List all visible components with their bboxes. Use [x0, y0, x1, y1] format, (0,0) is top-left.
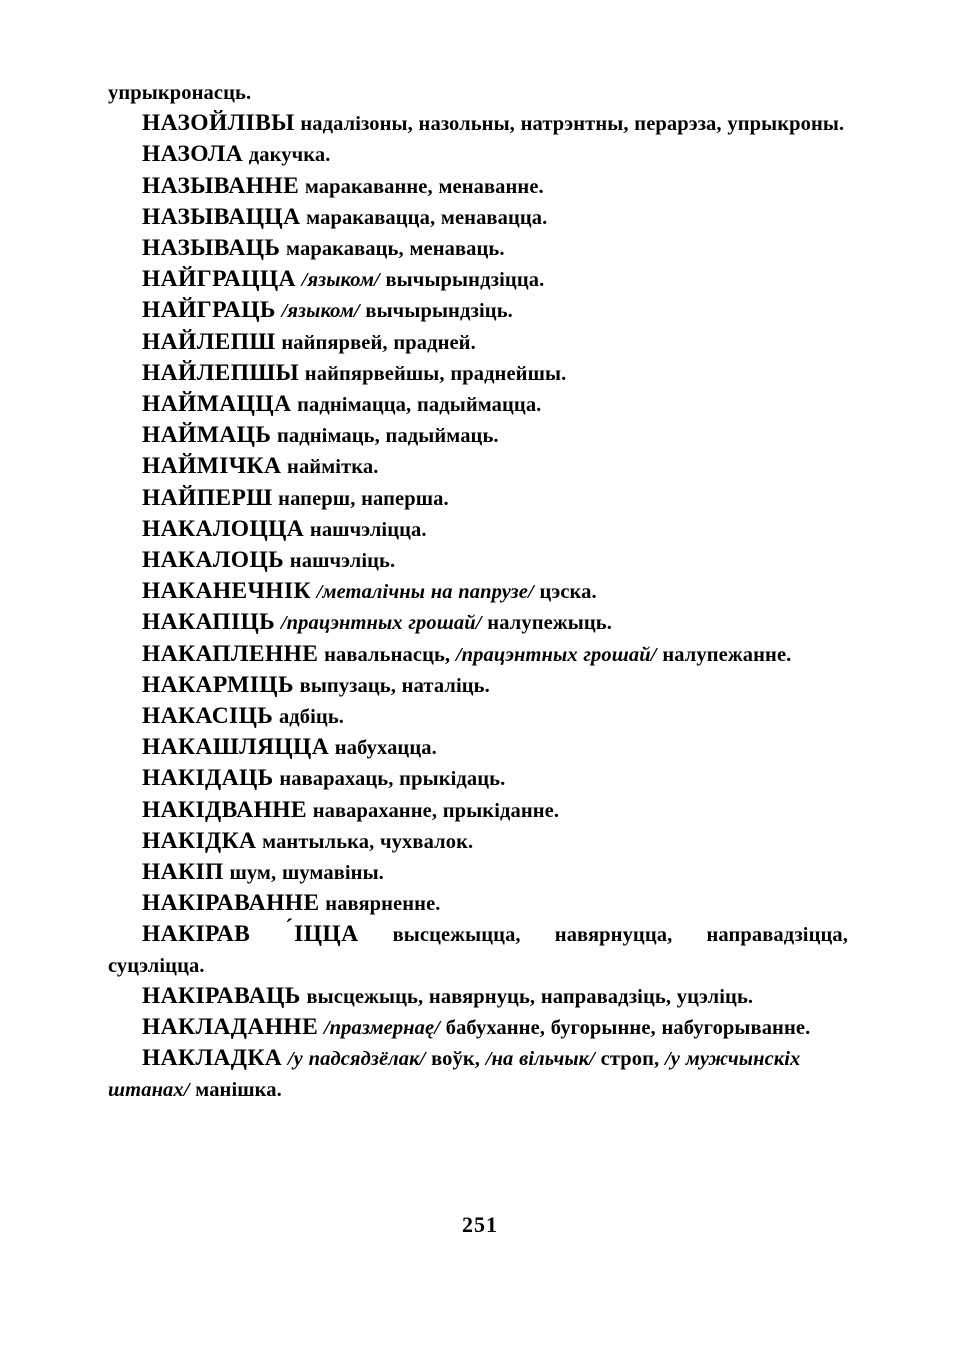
entry-body: высцежыцца, навярнуцца, направадзіцца, суцэліцца. — [108, 924, 848, 977]
dictionary-entry — [108, 1012, 848, 1043]
entry-body: цэска. — [533, 581, 597, 604]
headword: НАКЛАДКА — [142, 1045, 283, 1072]
usage-note: /металічны на папрузе/ — [316, 581, 534, 604]
entry-body: нашчэліцца. — [304, 518, 427, 541]
usage-note-2: /на вільчык/ — [485, 1048, 595, 1071]
headword: НАКАШЛЯЦЦА — [142, 734, 330, 761]
dictionary-entry — [108, 857, 848, 888]
entry-body: мантылька, чухвалок. — [256, 830, 474, 853]
dictionary-entry — [108, 795, 848, 826]
headword: НАКАСІЦЬ — [142, 703, 274, 730]
headword: НАКАПЛЕННЕ — [142, 640, 319, 667]
headword: НАЗОЙЛІВЫ — [142, 110, 295, 137]
carryover-text: упрыкронасць. — [108, 82, 252, 104]
headword: НАКЛАДАННЕ — [142, 1014, 319, 1041]
entry-body: найпярвей, прадней. — [275, 331, 476, 354]
headword-part-a: НАКІРАВ — [142, 921, 251, 948]
entry-body-mid-2: строп, — [594, 1048, 665, 1071]
dictionary-entry — [108, 171, 848, 202]
headword: НАЙГРАЦЦА — [142, 266, 296, 293]
text-column — [108, 78, 848, 1105]
headword: НАКІДКА — [142, 827, 257, 854]
headword: НАКАЛОЦЬ — [142, 547, 285, 574]
entry-body: шум, шумавіны. — [223, 862, 384, 885]
headword: НАЙПЕРШ — [142, 484, 273, 511]
entry-body: выпузаць, наталіць. — [293, 674, 490, 697]
entry-body-post: манішка. — [189, 1078, 282, 1101]
entry-body: налупежыць. — [481, 612, 612, 635]
dictionary-entry — [108, 451, 848, 482]
dictionary-entry — [108, 202, 848, 233]
headword: НАКАРМІЦЬ — [142, 671, 294, 698]
entry-body: вычырындзіць. — [359, 300, 513, 323]
headword: НАЙЛЕПШ — [142, 328, 276, 355]
dictionary-entry — [108, 981, 848, 1012]
dictionary-entry — [108, 358, 848, 389]
dictionary-entry — [108, 139, 848, 170]
entry-body: бабуханне, бугорынне, набугорыванне. — [440, 1017, 811, 1040]
dictionary-entry — [108, 639, 848, 670]
headword: НАКІДАЦЬ — [142, 765, 274, 792]
headword: НАЙЛЕПШЫ — [142, 359, 300, 386]
dictionary-entry — [108, 264, 848, 295]
dictionary-entry — [108, 826, 848, 857]
headword: НАКІДВАННЕ — [142, 796, 308, 823]
dictionary-entry — [108, 732, 848, 763]
entry-body: адбіць. — [273, 706, 345, 729]
entry-body: высцежыць, навярнуць, направадзіць, уцэліць. — [300, 985, 754, 1008]
usage-note-3: /у мужчынскіх штанах/ — [108, 1048, 801, 1101]
headword: НАКІРАВАЦЬ — [142, 982, 301, 1009]
headword: НАКІРАВАННЕ — [142, 890, 320, 917]
headword: НАКІП — [142, 859, 224, 886]
floating-accent-mark: ´ — [285, 915, 294, 942]
dictionary-entry — [108, 915, 848, 980]
usage-note: /працэнтных грошай/ — [455, 643, 657, 666]
carryover-line — [108, 78, 848, 108]
usage-note: /у падсядзёлак/ — [287, 1048, 426, 1071]
dictionary-entry — [108, 888, 848, 919]
headword: НАЗЫВАННЕ — [142, 172, 300, 199]
headword: НАЙМАЦЦА — [142, 391, 292, 418]
entry-body: паднімацца, падыймацца. — [291, 394, 542, 417]
headword: НАЗЫВАЦЬ — [142, 235, 281, 262]
entry-body: вычырындзіцца. — [379, 269, 545, 292]
entry-body: найпярвейшы, праднейшы. — [299, 362, 567, 385]
headword: НАКАЛОЦЦА — [142, 515, 305, 542]
entry-body: навярненне. — [319, 893, 441, 916]
dictionary-entry — [108, 514, 848, 545]
entry-body: наперш, наперша. — [272, 487, 449, 510]
dictionary-entry — [108, 1043, 848, 1104]
dictionary-entry — [108, 420, 848, 451]
dictionary-entry — [108, 607, 848, 638]
headword-part-b: ІЦЦА — [294, 921, 359, 948]
entry-body: наймітка. — [281, 456, 379, 479]
dictionary-entry — [108, 670, 848, 701]
usage-note: /працэнтных грошай/ — [280, 612, 482, 635]
usage-note: /языком/ — [281, 300, 360, 323]
dictionary-entry — [108, 483, 848, 514]
dictionary-entry — [108, 233, 848, 264]
headword: НАЙГРАЦЬ — [142, 297, 276, 324]
headword: НАЙМАЦЬ — [142, 422, 272, 449]
entry-body: надалізоны, назольны, натрэнтны, перарэза, упрыкроны. — [294, 113, 845, 136]
dictionary-entry — [108, 545, 848, 576]
entry-body: маракаваць, менаваць. — [280, 238, 505, 261]
headword: НАЗОЛА — [142, 141, 244, 168]
dictionary-entry — [108, 295, 848, 326]
entry-body: набухацца. — [329, 737, 437, 760]
entry-body: наварахаць, прыкідаць. — [273, 768, 506, 791]
entry-body: маракаванне, менаванне. — [299, 175, 544, 198]
entry-body-mid: воўк, — [425, 1048, 486, 1071]
dictionary-entry — [108, 327, 848, 358]
dictionary-entry — [108, 389, 848, 420]
headword: НАЗЫВАЦЦА — [142, 203, 301, 230]
entry-body-pre: навальнасць, — [318, 643, 456, 666]
entry-body: паднімаць, падыймаць. — [271, 425, 499, 448]
headword: НАЙМІЧКА — [142, 453, 282, 480]
headword: НАКАНЕЧНІК — [142, 578, 311, 605]
usage-note: /языком/ — [301, 269, 380, 292]
entry-body-post: налупежанне. — [656, 643, 792, 666]
dictionary-entry — [108, 763, 848, 794]
dictionary-entry — [108, 701, 848, 732]
entry-body: дакучка. — [243, 144, 331, 167]
dictionary-entry — [108, 108, 848, 139]
headword: НАКАПІЦЬ — [142, 609, 276, 636]
usage-note: /празмернаę/ — [323, 1017, 440, 1040]
dictionary-entry — [108, 576, 848, 607]
entry-body: маракавацца, менавацца. — [300, 206, 548, 229]
entry-body: нашчэліць. — [284, 550, 396, 573]
page-number: 251 — [462, 1212, 498, 1237]
entry-body: наварaханне, прыкіданне. — [307, 799, 560, 822]
